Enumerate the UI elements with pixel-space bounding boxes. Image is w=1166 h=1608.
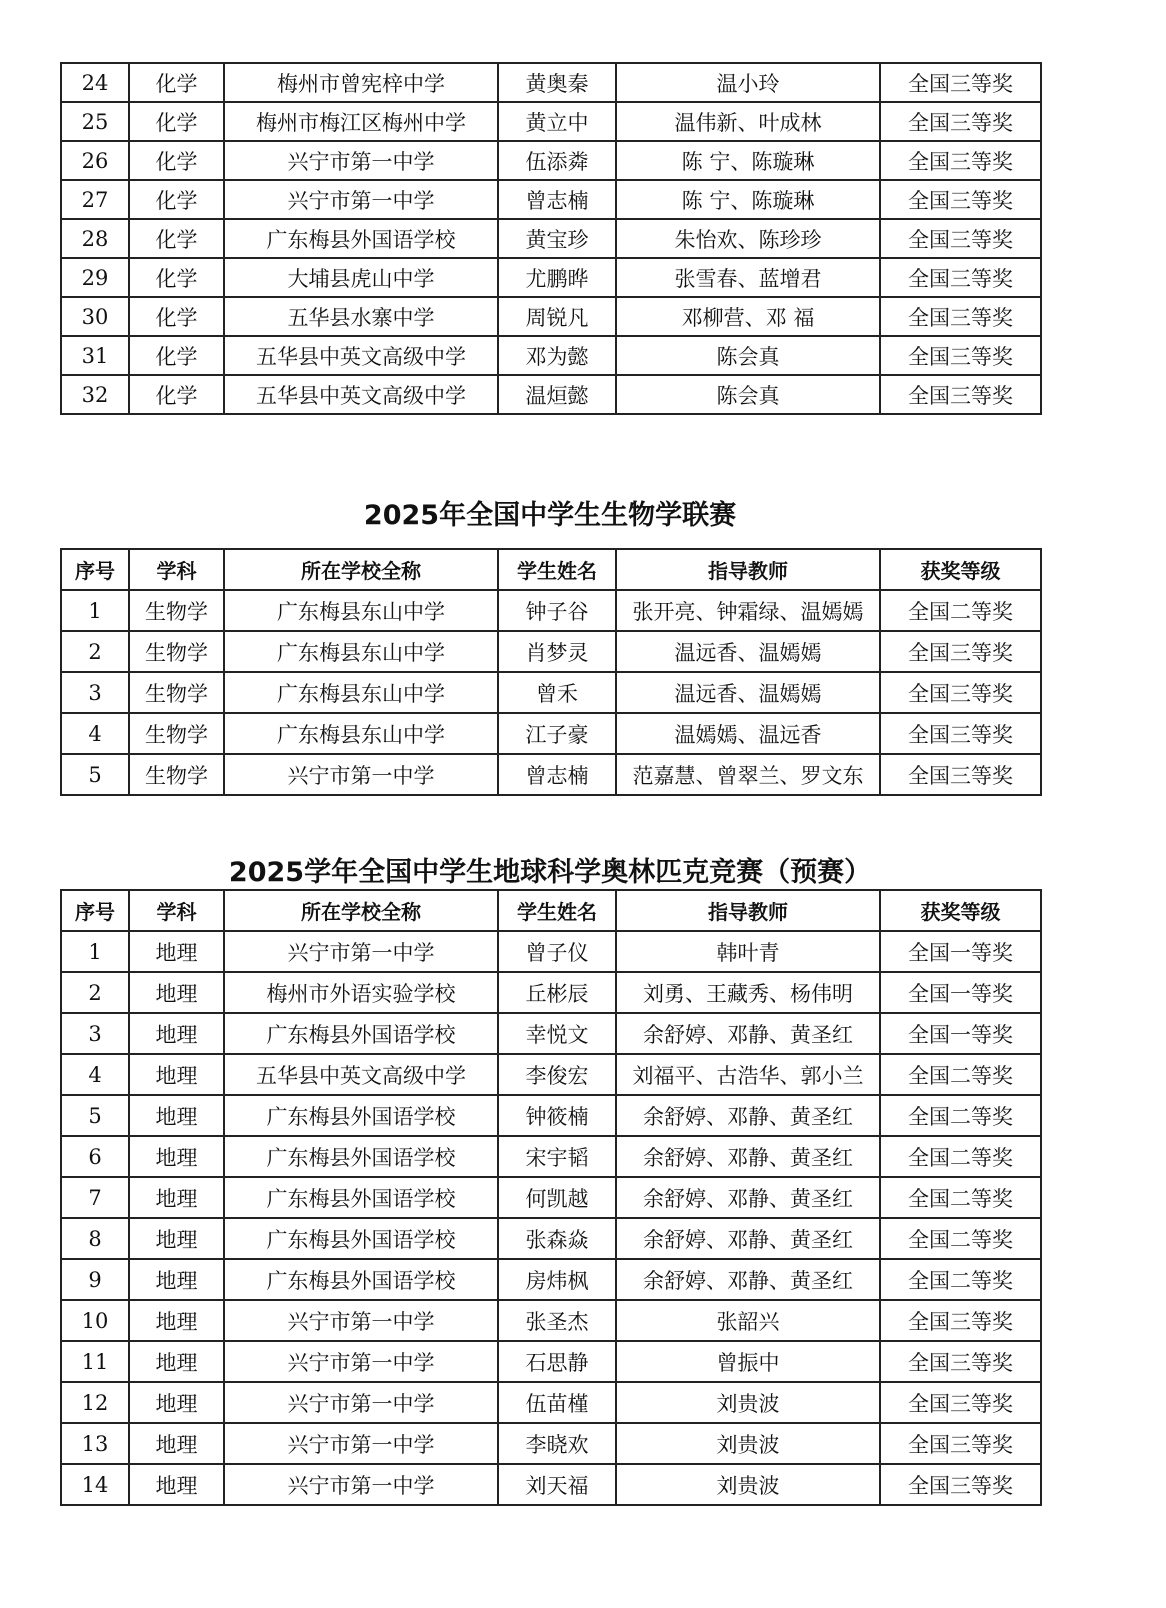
instructor-cell: 陈会真 [616,375,880,414]
row-number-cell: 2 [61,631,129,672]
row-number-cell: 26 [61,141,129,180]
table-row [61,1341,1041,1382]
table-row [61,1423,1041,1464]
student-name-cell: 曾志楠 [498,754,616,795]
award-level-cell: 全国三等奖 [880,102,1041,141]
instructor-cell: 朱怡欢、陈珍珍 [616,219,880,258]
subject-cell: 地理 [129,931,224,972]
table-row [61,672,1041,713]
instructor-cell: 曾振中 [616,1341,880,1382]
instructor-cell: 陈会真 [616,336,880,375]
school-name-cell: 兴宁市第一中学 [224,931,498,972]
table-row [61,258,1041,297]
school-name-cell: 兴宁市第一中学 [224,141,498,180]
award-level-cell: 全国一等奖 [880,931,1041,972]
award-level-cell: 全国三等奖 [880,713,1041,754]
subject-cell: 地理 [129,1218,224,1259]
student-name-cell: 张圣杰 [498,1300,616,1341]
table-row [61,1136,1041,1177]
row-number-cell: 1 [61,590,129,631]
instructor-cell: 陈 宁、陈璇琳 [616,141,880,180]
table-row [61,1382,1041,1423]
award-level-cell: 全国一等奖 [880,972,1041,1013]
row-number-cell: 10 [61,1300,129,1341]
row-number-cell: 4 [61,1054,129,1095]
student-name-cell: 肖梦灵 [498,631,616,672]
table-row [61,297,1041,336]
school-name-cell: 兴宁市第一中学 [224,754,498,795]
table-row [61,1218,1041,1259]
geography-section-title: 2025学年全国中学生地球科学奥林匹克竞赛（预赛） [228,857,872,888]
school-name-cell: 五华县中英文高级中学 [224,1054,498,1095]
column-header-student-name: 学生姓名 [498,890,616,931]
instructor-cell: 韩叶青 [616,931,880,972]
biology-section-title: 2025年全国中学生生物学联赛 [363,500,737,531]
row-number-cell: 24 [61,63,129,102]
instructor-cell: 温小玲 [616,63,880,102]
geography-table-body [61,931,1041,1505]
student-name-cell: 伍苗槿 [498,1382,616,1423]
award-level-cell: 全国三等奖 [880,336,1041,375]
instructor-cell: 余舒婷、邓静、黄圣红 [616,1095,880,1136]
header-row [61,890,1041,931]
row-number-cell: 29 [61,258,129,297]
school-name-cell: 兴宁市第一中学 [224,1423,498,1464]
student-name-cell: 宋宇韬 [498,1136,616,1177]
table-row [61,1464,1041,1505]
row-number-cell: 5 [61,1095,129,1136]
award-level-cell: 全国一等奖 [880,1013,1041,1054]
table-row [61,1259,1041,1300]
row-number-cell: 6 [61,1136,129,1177]
student-name-cell: 石思静 [498,1341,616,1382]
school-name-cell: 兴宁市第一中学 [224,1300,498,1341]
instructor-cell: 刘勇、王藏秀、杨伟明 [616,972,880,1013]
school-name-cell: 梅州市曾宪梓中学 [224,63,498,102]
instructor-cell: 温远香、温嫣嫣 [616,672,880,713]
award-level-cell: 全国二等奖 [880,1259,1041,1300]
student-name-cell: 曾志楠 [498,180,616,219]
school-name-cell: 广东梅县外国语学校 [224,1259,498,1300]
student-name-cell: 曾子仪 [498,931,616,972]
chemistry-table-body [61,63,1041,414]
table-row [61,219,1041,258]
subject-cell: 化学 [129,219,224,258]
instructor-cell: 张韶兴 [616,1300,880,1341]
school-name-cell: 梅州市梅江区梅州中学 [224,102,498,141]
row-number-cell: 11 [61,1341,129,1382]
instructor-cell: 邓柳营、邓 福 [616,297,880,336]
award-level-cell: 全国二等奖 [880,590,1041,631]
subject-cell: 地理 [129,1095,224,1136]
school-name-cell: 兴宁市第一中学 [224,1382,498,1423]
column-header-row-number: 序号 [61,890,129,931]
row-number-cell: 3 [61,1013,129,1054]
instructor-cell: 刘贵波 [616,1382,880,1423]
student-name-cell: 钟筱楠 [498,1095,616,1136]
column-header-award-level: 获奖等级 [880,890,1041,931]
award-level-cell: 全国二等奖 [880,1177,1041,1218]
geography-award-table [60,889,1042,1506]
award-level-cell: 全国二等奖 [880,1218,1041,1259]
student-name-cell: 温烜懿 [498,375,616,414]
column-header-instructor: 指导教师 [616,890,880,931]
instructor-cell: 温伟新、叶成林 [616,102,880,141]
row-number-cell: 31 [61,336,129,375]
table-row [61,754,1041,795]
row-number-cell: 5 [61,754,129,795]
row-number-cell: 8 [61,1218,129,1259]
school-name-cell: 广东梅县东山中学 [224,590,498,631]
instructor-cell: 余舒婷、邓静、黄圣红 [616,1218,880,1259]
table-row [61,590,1041,631]
instructor-cell: 刘贵波 [616,1464,880,1505]
table-row [61,180,1041,219]
student-name-cell: 伍添粦 [498,141,616,180]
row-number-cell: 30 [61,297,129,336]
instructor-cell: 张开亮、钟霜绿、温嫣嫣 [616,590,880,631]
column-header-student-name: 学生姓名 [498,549,616,590]
student-name-cell: 李俊宏 [498,1054,616,1095]
student-name-cell: 周锐凡 [498,297,616,336]
table-row [61,631,1041,672]
table-row [61,1095,1041,1136]
instructor-cell: 余舒婷、邓静、黄圣红 [616,1013,880,1054]
student-name-cell: 尤鹏晔 [498,258,616,297]
school-name-cell: 大埔县虎山中学 [224,258,498,297]
row-number-cell: 28 [61,219,129,258]
table-row [61,931,1041,972]
subject-cell: 地理 [129,1464,224,1505]
table-row [61,972,1041,1013]
school-name-cell: 兴宁市第一中学 [224,1341,498,1382]
award-level-cell: 全国二等奖 [880,1095,1041,1136]
school-name-cell: 广东梅县外国语学校 [224,1177,498,1218]
column-header-row-number: 序号 [61,549,129,590]
geography-table-header [61,890,1041,931]
subject-cell: 地理 [129,1013,224,1054]
subject-cell: 化学 [129,102,224,141]
subject-cell: 生物学 [129,672,224,713]
column-header-school-name: 所在学校全称 [224,890,498,931]
school-name-cell: 兴宁市第一中学 [224,1464,498,1505]
subject-cell: 生物学 [129,631,224,672]
award-level-cell: 全国二等奖 [880,1054,1041,1095]
row-number-cell: 27 [61,180,129,219]
row-number-cell: 25 [61,102,129,141]
subject-cell: 化学 [129,63,224,102]
award-level-cell: 全国二等奖 [880,1136,1041,1177]
row-number-cell: 3 [61,672,129,713]
award-level-cell: 全国三等奖 [880,219,1041,258]
row-number-cell: 1 [61,931,129,972]
award-level-cell: 全国三等奖 [880,258,1041,297]
row-number-cell: 32 [61,375,129,414]
student-name-cell: 江子豪 [498,713,616,754]
school-name-cell: 五华县水寨中学 [224,297,498,336]
row-number-cell: 13 [61,1423,129,1464]
subject-cell: 化学 [129,297,224,336]
school-name-cell: 广东梅县外国语学校 [224,1218,498,1259]
award-level-cell: 全国三等奖 [880,631,1041,672]
student-name-cell: 曾禾 [498,672,616,713]
table-row [61,1177,1041,1218]
student-name-cell: 邓为懿 [498,336,616,375]
instructor-cell: 余舒婷、邓静、黄圣红 [616,1136,880,1177]
instructor-cell: 刘福平、古浩华、郭小兰 [616,1054,880,1095]
column-header-subject: 学科 [129,890,224,931]
subject-cell: 地理 [129,1341,224,1382]
school-name-cell: 广东梅县外国语学校 [224,1013,498,1054]
subject-cell: 地理 [129,1136,224,1177]
student-name-cell: 李晓欢 [498,1423,616,1464]
award-level-cell: 全国三等奖 [880,754,1041,795]
table-row [61,1054,1041,1095]
column-header-instructor: 指导教师 [616,549,880,590]
table-row [61,713,1041,754]
instructor-cell: 陈 宁、陈璇琳 [616,180,880,219]
column-header-school-name: 所在学校全称 [224,549,498,590]
school-name-cell: 兴宁市第一中学 [224,180,498,219]
school-name-cell: 梅州市外语实验学校 [224,972,498,1013]
subject-cell: 地理 [129,1382,224,1423]
subject-cell: 地理 [129,1177,224,1218]
instructor-cell: 温嫣嫣、温远香 [616,713,880,754]
subject-cell: 生物学 [129,713,224,754]
table-row [61,336,1041,375]
school-name-cell: 广东梅县外国语学校 [224,1095,498,1136]
award-level-cell: 全国三等奖 [880,1382,1041,1423]
school-name-cell: 广东梅县东山中学 [224,713,498,754]
award-level-cell: 全国三等奖 [880,375,1041,414]
school-name-cell: 广东梅县东山中学 [224,672,498,713]
instructor-cell: 余舒婷、邓静、黄圣红 [616,1177,880,1218]
chemistry-award-table [60,62,1042,415]
table-row [61,102,1041,141]
student-name-cell: 何凯越 [498,1177,616,1218]
school-name-cell: 广东梅县外国语学校 [224,1136,498,1177]
row-number-cell: 14 [61,1464,129,1505]
row-number-cell: 4 [61,713,129,754]
subject-cell: 地理 [129,1300,224,1341]
student-name-cell: 刘天福 [498,1464,616,1505]
subject-cell: 化学 [129,375,224,414]
student-name-cell: 房炜枫 [498,1259,616,1300]
school-name-cell: 五华县中英文高级中学 [224,375,498,414]
award-level-cell: 全国三等奖 [880,1464,1041,1505]
school-name-cell: 广东梅县东山中学 [224,631,498,672]
student-name-cell: 黄奥秦 [498,63,616,102]
subject-cell: 化学 [129,180,224,219]
award-level-cell: 全国三等奖 [880,63,1041,102]
award-level-cell: 全国三等奖 [880,1423,1041,1464]
subject-cell: 地理 [129,1423,224,1464]
column-header-subject: 学科 [129,549,224,590]
instructor-cell: 张雪春、蓝增君 [616,258,880,297]
table-row [61,63,1041,102]
row-number-cell: 9 [61,1259,129,1300]
award-level-cell: 全国三等奖 [880,297,1041,336]
subject-cell: 生物学 [129,754,224,795]
award-level-cell: 全国三等奖 [880,1300,1041,1341]
table-row [61,1300,1041,1341]
table-row [61,375,1041,414]
subject-cell: 化学 [129,336,224,375]
instructor-cell: 温远香、温嫣嫣 [616,631,880,672]
header-row [61,549,1041,590]
biology-table-header [61,549,1041,590]
subject-cell: 地理 [129,1054,224,1095]
instructor-cell: 范嘉慧、曾翠兰、罗文东 [616,754,880,795]
table-row [61,1013,1041,1054]
table-row [61,141,1041,180]
student-name-cell: 张森焱 [498,1218,616,1259]
subject-cell: 地理 [129,1259,224,1300]
biology-award-table [60,548,1042,796]
subject-cell: 地理 [129,972,224,1013]
instructor-cell: 余舒婷、邓静、黄圣红 [616,1259,880,1300]
subject-cell: 化学 [129,141,224,180]
subject-cell: 生物学 [129,590,224,631]
student-name-cell: 丘彬辰 [498,972,616,1013]
row-number-cell: 7 [61,1177,129,1218]
column-header-award-level: 获奖等级 [880,549,1041,590]
student-name-cell: 幸悦文 [498,1013,616,1054]
award-level-cell: 全国三等奖 [880,672,1041,713]
award-level-cell: 全国三等奖 [880,141,1041,180]
school-name-cell: 五华县中英文高级中学 [224,336,498,375]
student-name-cell: 黄宝珍 [498,219,616,258]
row-number-cell: 12 [61,1382,129,1423]
biology-table-body [61,590,1041,795]
student-name-cell: 钟子谷 [498,590,616,631]
student-name-cell: 黄立中 [498,102,616,141]
award-level-cell: 全国三等奖 [880,180,1041,219]
instructor-cell: 刘贵波 [616,1423,880,1464]
subject-cell: 化学 [129,258,224,297]
award-level-cell: 全国三等奖 [880,1341,1041,1382]
school-name-cell: 广东梅县外国语学校 [224,219,498,258]
row-number-cell: 2 [61,972,129,1013]
